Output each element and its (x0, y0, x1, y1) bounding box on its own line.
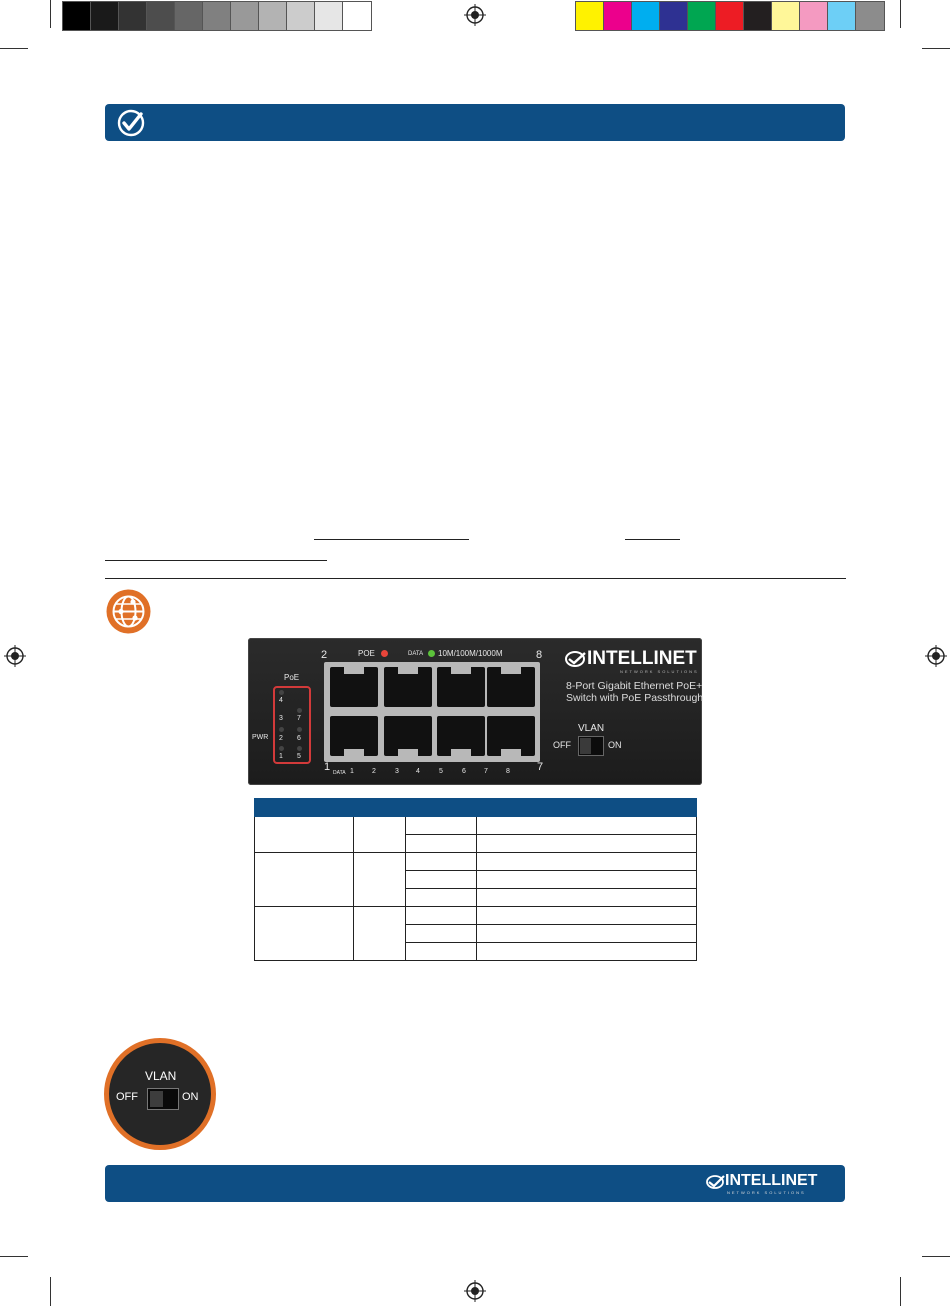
table-cell (406, 907, 477, 925)
table-cell (477, 871, 697, 889)
crop-mark (50, 1277, 51, 1306)
crop-mark (922, 48, 950, 49)
closeup-switch-knob (150, 1091, 163, 1107)
grayscale-swatch (231, 2, 259, 30)
grayscale-swatch (343, 2, 371, 30)
grayscale-swatch (259, 2, 287, 30)
table-row (255, 817, 697, 835)
intellinet-logo-icon (565, 651, 587, 667)
table-cell (477, 907, 697, 925)
ethernet-port (384, 716, 432, 756)
vlan-label: VLAN (578, 723, 605, 734)
table-header-row (255, 799, 697, 817)
poe-group-label: PoE (284, 673, 300, 682)
link-underline (625, 539, 680, 540)
link-underline (314, 539, 469, 540)
table-header-cell (406, 799, 477, 817)
poe-led-red (381, 650, 388, 657)
data-port-1: 1 (350, 768, 354, 775)
model-line-2: Switch with PoE Passthrough (566, 692, 704, 704)
process-color-swatch (856, 2, 884, 30)
crop-mark (900, 1277, 901, 1306)
process-color-swatch (828, 2, 856, 30)
checkmark-icon (117, 109, 145, 137)
globe-network-icon (105, 588, 152, 635)
led-label-7: 7 (297, 715, 301, 722)
poe-label: POE (358, 649, 375, 658)
grayscale-swatch (287, 2, 315, 30)
status-led (279, 746, 284, 751)
port-number-bottom-left: 1 (324, 761, 331, 773)
table-cell (406, 871, 477, 889)
table-row (255, 907, 697, 925)
ethernet-port (437, 667, 485, 707)
process-color-swatch (604, 2, 632, 30)
table-cell (477, 925, 697, 943)
vlan-switch-knob (580, 738, 591, 754)
process-color-swatch (744, 2, 772, 30)
footer-bar (105, 1165, 845, 1202)
led-status-table (254, 798, 697, 961)
device-brand: INTELLINET (587, 648, 697, 669)
data-port-4: 4 (416, 768, 420, 775)
port-number-top-right: 8 (536, 649, 543, 661)
registration-mark-icon (925, 645, 947, 667)
table-cell (255, 817, 354, 853)
port-number-bottom-right: 7 (537, 761, 544, 773)
closeup-vlan-label: VLAN (145, 1069, 177, 1083)
pwr-label: PWR (252, 734, 269, 741)
data-label: DATA (408, 651, 424, 657)
table-cell (406, 835, 477, 853)
registration-mark-icon (464, 1280, 486, 1302)
grayscale-swatch (203, 2, 231, 30)
table-cell (255, 853, 354, 907)
registration-mark-icon (464, 4, 486, 26)
crop-mark (50, 0, 51, 28)
data-row-label: DATA (333, 770, 346, 776)
process-color-swatch (660, 2, 688, 30)
table-row (255, 853, 697, 871)
process-color-bar (575, 1, 885, 31)
ethernet-port (437, 716, 485, 756)
grayscale-swatch (315, 2, 343, 30)
process-color-swatch (800, 2, 828, 30)
grayscale-swatch (119, 2, 147, 30)
process-color-swatch (716, 2, 744, 30)
data-port-2: 2 (372, 768, 376, 775)
status-led (297, 708, 302, 713)
section-divider (105, 578, 846, 579)
closeup-off-label: OFF (116, 1091, 138, 1103)
ethernet-port (330, 667, 378, 707)
table-cell (477, 943, 697, 961)
table-cell (406, 925, 477, 943)
status-led (297, 746, 302, 751)
ethernet-port (487, 667, 535, 707)
table-header-cell (255, 799, 354, 817)
data-port-7: 7 (484, 768, 488, 775)
table-cell (354, 853, 406, 907)
data-port-6: 6 (462, 768, 466, 775)
footer-brand: INTELLINET (725, 1172, 818, 1189)
grayscale-swatch (147, 2, 175, 30)
table-header-cell (354, 799, 406, 817)
ethernet-port (487, 716, 535, 756)
model-line-1: 8-Port Gigabit Ethernet PoE+ (566, 680, 703, 692)
grayscale-swatch (91, 2, 119, 30)
grayscale-swatch (175, 2, 203, 30)
crop-mark (922, 1256, 950, 1257)
footer-tagline: NETWORK SOLUTIONS (727, 1190, 806, 1195)
section-header-bar (105, 104, 845, 141)
led-label-3: 3 (279, 715, 283, 722)
link-underline (105, 560, 327, 561)
intellinet-logo-icon (706, 1175, 726, 1189)
status-led (297, 727, 302, 732)
table-cell (477, 853, 697, 871)
switch-off-label: OFF (553, 740, 571, 750)
switch-on-label: ON (608, 740, 622, 750)
process-color-swatch (772, 2, 800, 30)
data-led-green (428, 650, 435, 657)
grayscale-bar (62, 1, 372, 31)
ethernet-port (384, 667, 432, 707)
table-cell (406, 943, 477, 961)
process-color-swatch (632, 2, 660, 30)
status-led (279, 727, 284, 732)
closeup-switch (147, 1088, 179, 1110)
ethernet-port (330, 716, 378, 756)
table-cell (354, 817, 406, 853)
data-port-8: 8 (506, 768, 510, 775)
crop-mark (0, 1256, 28, 1257)
speed-label: 10M/100M/1000M (438, 649, 503, 658)
led-label-4: 4 (279, 697, 283, 704)
device-brand-tagline: NETWORK SOLUTIONS (620, 669, 699, 674)
table-cell (354, 907, 406, 961)
closeup-on-label: ON (182, 1091, 199, 1103)
table-cell (406, 853, 477, 871)
led-label-1: 1 (279, 753, 283, 760)
led-label-5: 5 (297, 753, 301, 760)
data-port-3: 3 (395, 768, 399, 775)
table-cell (477, 889, 697, 907)
port-number-top-left: 2 (321, 649, 328, 661)
table-cell (255, 907, 354, 961)
table-cell (406, 817, 477, 835)
table-header-cell (477, 799, 697, 817)
led-label-2: 2 (279, 735, 283, 742)
table-cell (477, 835, 697, 853)
registration-mark-icon (4, 645, 26, 667)
table-cell (406, 889, 477, 907)
process-color-swatch (576, 2, 604, 30)
crop-mark (900, 0, 901, 28)
grayscale-swatch (63, 2, 91, 30)
data-port-5: 5 (439, 768, 443, 775)
table-cell (477, 817, 697, 835)
crop-mark (0, 48, 28, 49)
vlan-switch[interactable] (578, 736, 604, 756)
vlan-switch-closeup (104, 1038, 216, 1150)
process-color-swatch (688, 2, 716, 30)
led-label-6: 6 (297, 735, 301, 742)
status-led (279, 690, 284, 695)
